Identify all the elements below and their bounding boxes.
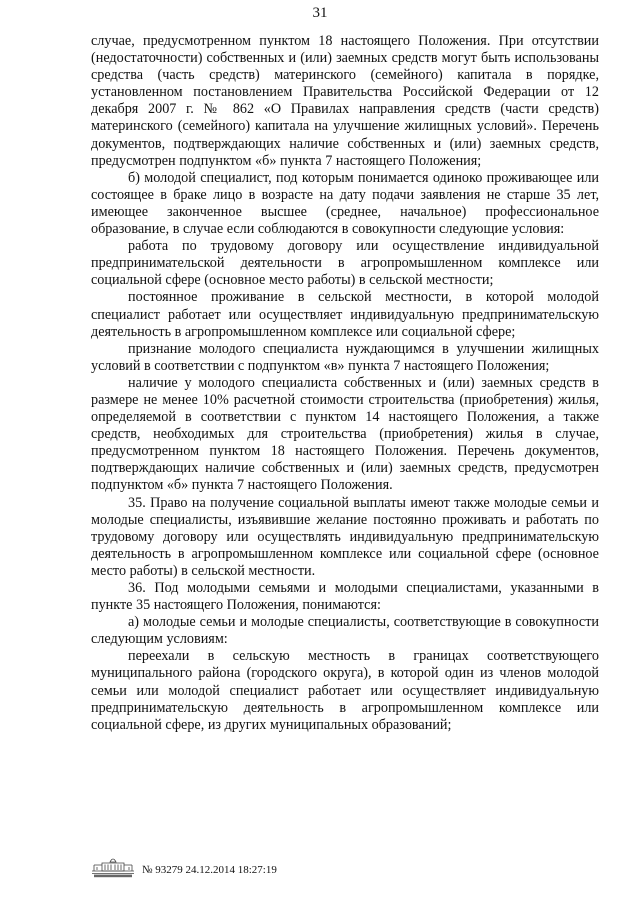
paragraph: 36. Под молодыми семьями и молодыми специалистами, указанными в пункте 35 настоящего Положения, понимаются:: [91, 580, 599, 614]
document-footer: [88, 852, 277, 878]
paragraph: постоянное проживание в сельской местности, в которой молодой специалист работает или осуществляет индивидуальную предпринимательскую деятельность в агропромышленном комплексе или социальной сфере;: [91, 289, 599, 340]
paragraph: работа по трудовому договору или осуществление индивидуальной предпринимательской деятельности в агропромышленном комплексе или социальной сфере (основное место работы) в сельской местности;: [91, 238, 599, 289]
paragraph: признание молодого специалиста нуждающимся в улучшении жилищных условий в соответствии с подпунктом «в» пункта 7 настоящего Положения;: [91, 340, 599, 374]
paragraph: переехали в сельскую местность в границах соответствующего муниципального района (городского округа), в которой один из членов молодой семьи или молодой специалист работает или осуществляет индивидуальную предпринимательскую деятельность в агропромышленном комплексе или социальной сфере, из других муниципальных образований;: [91, 648, 599, 733]
government-building-stamp-icon: [88, 852, 138, 878]
document-body: [91, 33, 599, 734]
paragraph: наличие у молодого специалиста собственных и (или) заемных средств в размере не менее 10% расчетной стоимости строительства (приобретения) жилья, определяемой в соответствии с пунктом 14 настоящего Положения, а также средств, необходимых для строительства (приобретения) жилья в случае, предусмотренном пунктом 18 настоящего Положения. Перечень документов, подтверждающих наличие собственных и (или) заемных средств, предусмотрен подпунктом «б» пункта 7 настоящего Положения.: [91, 374, 599, 494]
paragraph: б) молодой специалист, под которым понимается одиноко проживающее или состоящее в браке лицо в возрасте на дату подачи заявления не старше 35 лет, имеющее законченное высшее (среднее, начальное) профессиональное образование, в случае если соблюдаются в совокупности следующие условия:: [91, 169, 599, 238]
document-registration-info: № 93279 24.12.2014 18:27:19: [142, 864, 277, 876]
paragraph: 35. Право на получение социальной выплаты имеют также молодые семьи и молодые специалисты, изъявившие желание постоянно проживать и работать по трудовому договору или осуществлять индивидуальную предпринимательскую деятельность в агропромышленном комплексе или социальной сфере (основное место работы) в сельской местности.: [91, 494, 599, 579]
paragraph: а) молодые семьи и молодые специалисты, соответствующие в совокупности следующим условиям:: [91, 614, 599, 648]
paragraph: случае, предусмотренном пунктом 18 настоящего Положения. При отсутствии (недостаточности) собственных и (или) заемных средств могут быть использованы средства (часть средств) материнского (семейного) капитала в порядке, установленном постановлением Правительства Российской Федерации от 12 декабря 2007 г. № 862 «О Правилах направления средств (части средств) материнского (семейного) капитала на улучшение жилищных условий». Перечень документов, подтверждающих наличие собственных и (или) заемных средств, предусмотрен подпунктом «б» пункта 7 настоящего Положения;: [91, 33, 599, 169]
page-number: 31: [312, 5, 328, 21]
